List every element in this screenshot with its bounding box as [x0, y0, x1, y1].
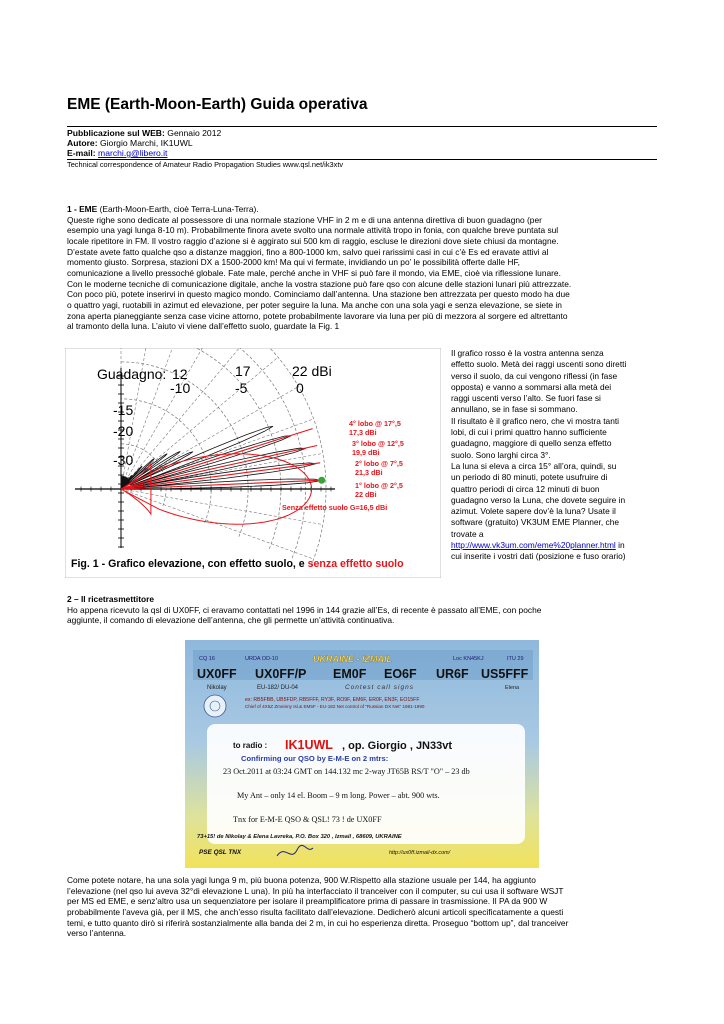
- tech-correspondence: Technical correspondence of Amateur Radio Propagation Studies www.qsl.net/ik3xtv: [67, 160, 344, 169]
- section1: [67, 204, 659, 332]
- figure1-explanation: [451, 348, 661, 563]
- text-line: momento giusto. Sorpresa, stazioni DX a 1500-2000 km! Ma qui vi fermate, invidiando un po’ le possibilità offerte dalle HF,: [67, 257, 520, 268]
- qsl-ex-line: Chief of 4X5Z Zmeinny Isl.& EM5F - EU-182 Net control of "Russian DX Net" 1981-1990: [245, 704, 425, 709]
- text-line: quattro periodi di circa 12 minuti di buon: [451, 483, 600, 494]
- qsl-ant-line: My Ant – only 14 el. Boom – 9 m long. Power – abt. 900 wts.: [237, 791, 440, 800]
- pub-label: Pubblicazione sul WEB:: [67, 128, 165, 138]
- top-tick-label: -10: [170, 380, 191, 396]
- text-line: annullano, se in fase si sommano.: [451, 404, 578, 415]
- lobe-label: 3° lobo @ 12°,5: [352, 439, 404, 448]
- caption-red: senza effetto suolo: [307, 558, 404, 570]
- text-line: temi, e tutto quanto dirò si riferirà sostanzialmente alla banda dei 2 m, in cui ho esperienza diretta. Proseguo “bottom up”, dal tranceiver: [67, 917, 569, 928]
- text-line: l’elevazione (nel qso lui aveva 32°di elevazione L una). In più ha interfacciato il tranceiver con il computer, su cui usa il software WSJT: [67, 885, 564, 896]
- text-line: per MS ed EME, e senz’altro usa un sequenziatore per isolare il preamplificatore prima di passare in trasmissione. Il PA da 900 W: [67, 896, 548, 907]
- page-title: EME (Earth-Moon-Earth) Guida operativa: [67, 96, 368, 113]
- qsl-web: http://ux0ff.izmail-dx.com/: [389, 850, 451, 856]
- left-tick-label: -15: [113, 402, 134, 418]
- qsl-card-image: [185, 640, 539, 868]
- lobe-gain: 22 dBi: [355, 490, 377, 499]
- qsl-call: UX0FF/P: [255, 667, 307, 681]
- email-link[interactable]: marchi.g@libero.it: [98, 148, 168, 158]
- after-link-text: in: [615, 540, 625, 551]
- no-ground-label: Senza effetto suolo G=16,5 dBi: [282, 503, 388, 512]
- qsl-addr: 73+15! de Nikolay & Elena Lavreka, P.O. Box 320 , Izmail , 68609, UKRAINE: [197, 834, 402, 840]
- lobe-gain: 19,9 dBi: [352, 448, 380, 457]
- text-line: verso il suolo, da cui vengono riflessi (in fase: [451, 370, 618, 381]
- text-line: guadagno verso la Luna, che dovete seguire in: [451, 494, 626, 505]
- text-line: Ho appena ricevuto la qsl di UX0FF, ci eravamo contattati nel 1996 in 144 grazie all’Es, di recente è passato all’EME, con poche: [67, 604, 542, 615]
- text-line: comunicazione a livello pressoché globale. Fate male, perché anche in VHF si può fare il mondo, via EME, cioè via riflessione lunare.: [67, 267, 561, 278]
- lobe-gain: 17,3 dBi: [349, 428, 377, 437]
- gain-value-1: 12: [172, 366, 188, 382]
- text-line: verso l’antenna.: [67, 928, 127, 939]
- qsl-to-radio: to radio :: [233, 741, 268, 750]
- vk3um-link[interactable]: http://www.vk3um.com/eme%20planner.html: [451, 540, 616, 551]
- author-value: Giorgio Marchi, IK1UWL: [97, 138, 193, 148]
- email-label: E-mail:: [67, 148, 96, 158]
- top-tick-label: 0: [296, 380, 304, 396]
- text-line: Come potete notare, ha una sola yagi lunga 9 m, più buona potenza, 900 W.Rispetto alla stazione usuale per 144, ha aggiunto: [67, 875, 536, 885]
- section2: [67, 594, 659, 626]
- text-line: Con le moderne tecniche di comunicazione digitale, anche la vostra stazione può fare qso con alcune delle stazioni lunari più attrezzate.: [67, 278, 572, 289]
- gain-value-2: 17: [235, 363, 251, 379]
- qsl-qso-line: 23 Oct.2011 at 03:24 GMT on 144.132 mc 2-way JT65B RS/T "O" – 23 db: [223, 767, 470, 776]
- text-line: La luna si eleva a circa 15° all’ora, quindi, su: [451, 460, 617, 471]
- qsl-call: EM0F: [333, 667, 367, 681]
- author-label: Autore:: [67, 138, 98, 148]
- text-line: lobi, di cui i primi quattro hanno sufficiente: [451, 427, 607, 438]
- qsl-confirm: Confirming our QSO by E-M-E on 2 mtrs:: [241, 754, 389, 763]
- text-line: Queste righe sono dedicate al possessore di una normale stazione VHF in 2 m e di una antenna direttiva di buon guadagno (per: [67, 214, 542, 225]
- author-line: [67, 138, 193, 148]
- caption-black: Fig. 1 - Grafico elevazione, con effetto suolo, e: [71, 558, 308, 570]
- section1-heading: 1 - EME: [67, 204, 98, 214]
- text-line: suolo. Sono larghi circa 3°.: [451, 449, 551, 460]
- text-line: o quattro yagi, ruotabili in azimut ed elevazione, per poter seguire la luna. Ma anche con una sola yagi e senza elevazione, se siete in: [67, 299, 562, 310]
- qsl-tnx-line: Tnx for E-M-E QSO & QSL! 73 ! de UX0FF: [233, 815, 382, 824]
- lobe-label: 2° lobo @ 7°,5: [355, 459, 403, 468]
- text-line: Il risultato è il grafico nero, che vi mostra tanti: [451, 415, 620, 426]
- text-line: D’estate avete fatto qualche qso a distanze maggiori, fino a 800-1000 km, salvo quei rarissimi casi in cui c’è Es ed eravate attivi al: [67, 246, 549, 257]
- qsl-to-call: IK1UWL: [285, 738, 333, 752]
- text-line: software (gratuito) VK3UM EME Planner, che: [451, 517, 620, 528]
- pub-line: [67, 128, 221, 138]
- figure1-elevation-plot: [65, 348, 441, 578]
- qsl-country: UKRAINE - IZMAIL: [313, 654, 392, 664]
- link-line: [451, 540, 661, 551]
- max-gain-marker: [318, 477, 325, 484]
- figure1-caption: [71, 558, 404, 570]
- email-line: [67, 148, 167, 158]
- qsl-ex-line: ex: RB5FBB, UB5FDP, RB5FFF, RY3F, RO9F, EM6F, ER0F, EN3F, EO15FF: [245, 697, 420, 703]
- qsl-names: Nikolay: [207, 685, 227, 691]
- lobe-label: 4° lobo @ 17°,5: [349, 419, 401, 428]
- qsl-urda: URDA OD-10: [245, 656, 279, 662]
- text-line: aggiunte, il comando di elevazione dell’antenna, che gli permette un’attività continuativa.: [67, 615, 395, 626]
- qsl-call: EO6F: [384, 667, 417, 681]
- text-line: locale ripetitore in FM. Il vostro raggio d’azione si è aggirato sui 500 km di raggio, escluse le direzioni dove siete chiusi da montagne.: [67, 235, 559, 246]
- text-line: raggi uscenti verso l’alto. Se fuori fase si: [451, 393, 601, 404]
- top-tick-label: -5: [235, 380, 248, 396]
- section2-heading: 2 – Il ricetrasmettitore: [67, 594, 155, 604]
- left-tick-label: -30: [113, 452, 134, 468]
- section1-heading-rest: (Earth-Moon-Earth, cioè Terra-Luna-Terra).: [97, 204, 259, 214]
- text-line: guadagno, maggiore di quello senza effetto: [451, 438, 612, 449]
- lobe-label: 1° lobo @ 2°,5: [355, 481, 403, 490]
- qsl-elena: Elena: [505, 685, 520, 691]
- text-line: effetto suolo. Metà dei raggi uscenti sono diretti: [451, 359, 627, 370]
- section1-heading-line: [67, 204, 659, 215]
- qsl-contest: Contest call signs: [345, 684, 414, 691]
- text-line: opposta) e vanno a sommarsi alla metà dei: [451, 381, 612, 392]
- qsl-itu: ITU 29: [507, 656, 524, 662]
- lobe-gain: 21,3 dBi: [355, 468, 383, 477]
- text-line: Con poco più, potete inserirvi in questo magico mondo. Cominciamo dall’antenna. Una stazione ben attrezzata per questo modo ha due: [67, 289, 570, 300]
- text-line: un periodo di 80 minuti, potete usufruire di: [451, 472, 608, 483]
- title-rule: [67, 126, 657, 127]
- text-line: cui inserite i vostri dati (posizione e fuso orario): [451, 551, 626, 562]
- left-tick-label: -20: [113, 423, 134, 439]
- text-line: Il grafico rosso è la vostra antenna senza: [451, 348, 604, 358]
- gain-value-3: 22 dBi: [292, 363, 332, 379]
- qsl-logo: [204, 695, 226, 717]
- qsl-call: US5FFF: [481, 667, 529, 681]
- section3: [67, 875, 659, 939]
- text-line: probabilmente l’aveva già, per il MS, che anch’esso risulta facilitato dall’elevazione. Dedicherò alcuni articoli specificatamente a questi: [67, 906, 564, 917]
- text-line: azimut. Volete sapere dov’è la luna? Usate il: [451, 506, 616, 517]
- qsl-loc: Loc KN45KJ: [453, 656, 484, 662]
- text-line: al tramonto della luna. L’aiuto vi viene dall’effetto suolo, guardate la Fig. 1: [67, 321, 340, 332]
- pub-value: Gennaio 2012: [164, 128, 222, 138]
- qsl-refs: EU-182/ DU-04: [257, 685, 299, 691]
- text-line: esempio una yagi lunga 8-10 m). Probabilmente finora avete svolto una normale attività tropo in fonia, con qualche breve puntata sul: [67, 225, 559, 236]
- qsl-pse: PSE QSL TNX: [199, 849, 242, 856]
- text-line: trovate a: [451, 528, 484, 539]
- gain-label: Guadagno:: [97, 366, 167, 382]
- qsl-call: UX0FF: [197, 667, 237, 681]
- qsl-call: UR6F: [436, 667, 469, 681]
- qsl-cq: CQ 16: [199, 656, 215, 662]
- qsl-to-op: , op. Giorgio , JN33vt: [342, 740, 453, 752]
- text-line: zona aperta pianeggiante senza case vicine attorno, potete probabilmente lavorare via luna per più di mezzora al sorgere ed altrettanto: [67, 310, 568, 321]
